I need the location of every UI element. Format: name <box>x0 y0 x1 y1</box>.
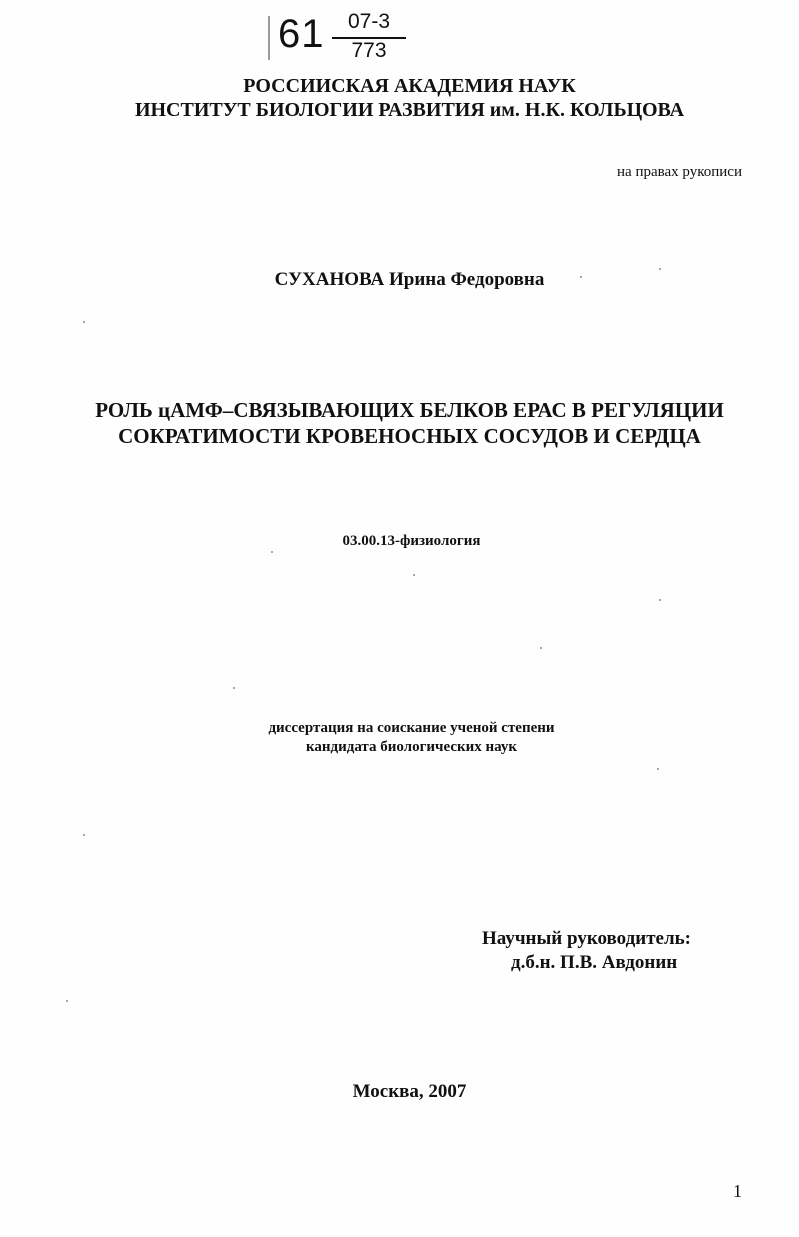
scan-speck <box>83 834 85 836</box>
stamp-bar <box>268 16 270 60</box>
scan-speck <box>657 768 659 770</box>
institution-institute: ИНСТИТУТ БИОЛОГИИ РАЗВИТИЯ им. Н.К. КОЛЬЦОВА <box>134 99 685 121</box>
catalog-stamp <box>268 10 408 70</box>
place-and-year: Москва, 2007 <box>352 1081 467 1102</box>
scan-speck <box>83 321 85 323</box>
supervisor-name: д.б.н. П.В. Авдонин <box>511 952 678 973</box>
scan-speck <box>233 687 235 689</box>
specialty-code: 03.00.13-физиология <box>342 533 481 549</box>
scan-speck <box>271 551 273 553</box>
stamp-denominator: 773 <box>351 39 387 62</box>
scan-speck <box>66 1000 68 1002</box>
scan-speck <box>413 574 415 576</box>
institution-academy: РОССИИСКАЯ АКАДЕМИЯ НАУК <box>243 75 576 97</box>
scan-speck <box>659 268 661 270</box>
scan-speck <box>540 647 542 649</box>
rights-note: на правах рукописи <box>617 164 742 180</box>
page-number: 1 <box>733 1181 742 1201</box>
stamp-numerator: 07-3 <box>347 10 391 33</box>
stamp-main-number: 61 <box>278 12 325 56</box>
author-name: СУХАНОВА Ирина Федоровна <box>274 269 545 290</box>
degree-line2: кандидата биологических наук <box>305 739 518 755</box>
supervisor-label: Научный руководитель: <box>482 928 691 949</box>
scan-speck <box>580 276 582 278</box>
degree-line1: диссертация на соискание ученой степени <box>268 720 555 736</box>
scan-speck <box>659 599 661 601</box>
dissertation-title-line2: СОКРАТИМОСТИ КРОВЕНОСНЫХ СОСУДОВ И СЕРДЦА <box>118 424 701 448</box>
dissertation-title-line1: РОЛЬ цАМФ–СВЯЗЫВАЮЩИХ БЕЛКОВ ЕРАС В РЕГУЛЯЦИИ <box>95 398 724 422</box>
